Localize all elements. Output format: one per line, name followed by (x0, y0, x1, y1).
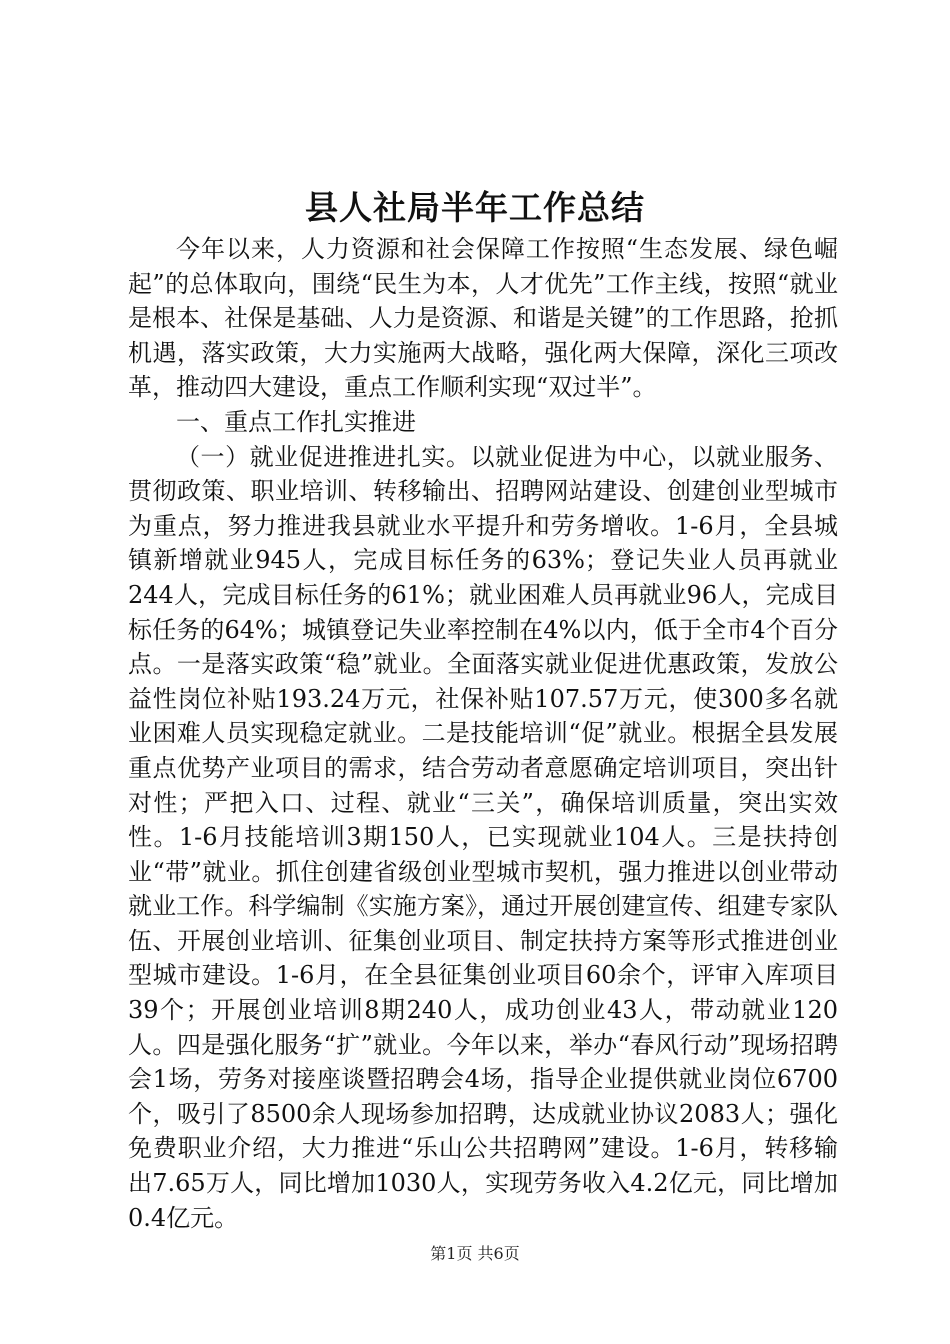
document-title: 县人社局半年工作总结 (305, 188, 645, 227)
employment-paragraph: （一）就业促进推进扎实。以就业促进为中心，以就业服务、贯彻政策、职业培训、转移输出、招聘网站建设、创建创业型城市为重点，努力推进我县就业水平提升和劳务增收。1-6月，全县城镇新增就业945人，完成目标任务的63%；登记失业人员再就业244人，完成目标任务的61%；就业困难人员再就业96人，完成目标任务的64%；城镇登记失业率控制在4%以内，低于全市4个百分点。一是落实政策“稳”就业。全面落实就业促进优惠政策，发放公益性岗位补贴193.24万元，社保补贴107.57万元，使300多名就业困难人员实现稳定就业。二是技能培训“促”就业。根据全县发展重点优势产业项目的需求，结合劳动者意愿确定培训项目，突出针对性；严把入口、过程、就业“三关”，确保培训质量，突出实效性。1-6月技能培训3期150人，已实现就业104人。三是扶持创业“带”就业。抓住创建省级创业型城市契机，强力推进以创业带动就业工作。科学编制《实施方案》，通过开展创建宣传、组建专家队伍、开展创业培训、征集创业项目、制定扶持方案等形式推进创业型城市建设。1-6月，在全县征集创业项目60余个，评审入库项目39个；开展创业培训8期240人，成功创业43人，带动就业120人。四是强化服务“扩”就业。今年以来，举办“春风行动”现场招聘会1场，劳务对接座谈暨招聘会4场，指导企业提供就业岗位6700个，吸引了8500余人现场参加招聘，达成就业协议2083人；强化免费职业介绍，大力推进“乐山公共招聘网”建设。1-6月，转移输出7.65万人，同比增加1030人，实现劳务收入4.2亿元，同比增加0.4亿元。 (128, 442, 838, 1232)
section-heading: 一、重点工作扎实推进 (176, 407, 416, 436)
document-body (128, 232, 838, 1235)
page-footer: 第1页 共6页 (430, 1244, 520, 1263)
intro-paragraph: 今年以来，人力资源和社会保障工作按照“生态发展、绿色崛起”的总体取向，围绕“民生为本，人才优先”工作主线，按照“就业是根本、社保是基础、人力是资源、和谐是关键”的工作思路，抢抓机遇，落实政策，大力实施两大战略，强化两大保障，深化三项改革，推动四大建设，重点工作顺利实现“双过半”。 (128, 235, 838, 402)
